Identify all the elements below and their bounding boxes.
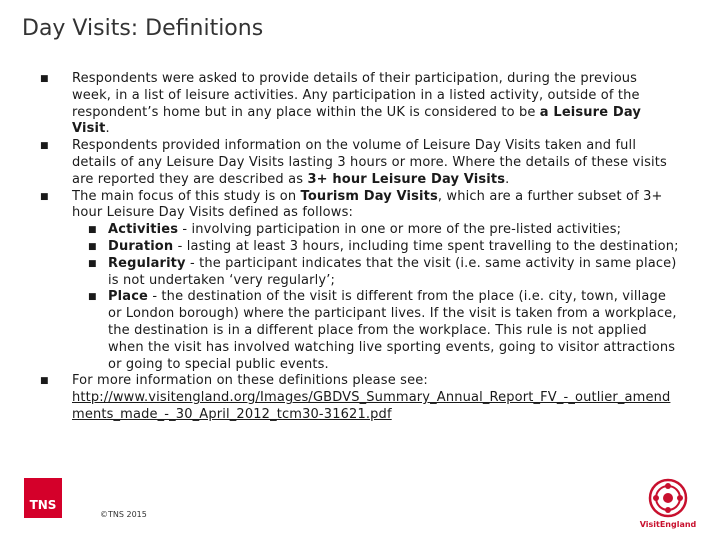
item-text: Respondents were asked to provide details of their participation, during the previous week, in a list of leisure activities. Any participation in a listed activity, outside of the respondent’s home but in any place within the UK is considered to be [72, 71, 640, 120]
item-text: , which are a further subset of 3+ hour Leisure Day Visits defined as follows: [72, 188, 663, 221]
item-bold: 3+ hour Leisure Day Visits [307, 171, 506, 187]
item-text: - involving participation in one or more of the pre-listed activities; [178, 222, 622, 238]
sub-list-item [40, 222, 680, 239]
list-item [40, 138, 680, 188]
sub-list-item [40, 239, 680, 256]
list-item [40, 373, 680, 423]
sub-list-item [40, 256, 680, 290]
definitions-list [40, 71, 680, 424]
sub-list-item [40, 289, 680, 373]
item-bold: Activities [108, 222, 179, 238]
bullet-icon: ■ [40, 376, 49, 387]
tudor-rose-icon [648, 478, 688, 518]
bullet-icon: ■ [40, 191, 49, 202]
item-bold: Regularity [108, 255, 186, 271]
visit-england-text: VisitEngland [639, 520, 697, 529]
item-bold: Place [108, 289, 149, 305]
copyright-text: ©TNS 2015 [100, 510, 147, 519]
bullet-icon: ■ [88, 292, 97, 303]
item-text: - the participant indicates that the visit (i.e. same activity in same place) is not undertaken ‘very regularly’; [108, 255, 677, 288]
bullet-icon: ■ [40, 141, 49, 152]
item-bold: Duration [108, 238, 174, 254]
item-text: . [105, 121, 110, 137]
visit-england-logo [628, 478, 708, 534]
bullet-icon: ■ [88, 225, 97, 236]
list-item [40, 189, 680, 223]
bullet-icon: ■ [88, 241, 97, 252]
item-text: The main focus of this study is on [72, 188, 301, 204]
page-title: Day Visits: Definitions [22, 16, 264, 41]
list-item [40, 71, 680, 138]
item-text: - the destination of the visit is different from the place (i.e. city, town, village or London borough) where the participant lives. If the visit is taken from a workplace, the destination is in a different place from the workplace. This rule is not applied when the visit has involved watching live sporting events, going to visitor attractions or going to special public events. [108, 289, 677, 372]
bullet-icon: ■ [88, 258, 97, 269]
bullet-icon: ■ [40, 74, 49, 84]
item-bold: Tourism Day Visits [300, 188, 438, 204]
item-bold: a Leisure Day Visit [72, 104, 641, 137]
item-text: For more information on these definitions please see: [72, 373, 428, 389]
item-text: Respondents provided information on the volume of Leisure Day Visits taken and full details of any Leisure Day Visits lasting 3 hours or more. Where the details of these visits are reported they are described as [72, 138, 667, 187]
tns-logo-text: TNS [29, 498, 57, 512]
report-link[interactable]: http://www.visitengland.org/Images/GBDVS_Summary_Annual_Report_FV_-_outlier_amendments_made_-_30_April_2012_tcm30-31621.pdf [72, 390, 671, 422]
tns-logo [24, 478, 62, 518]
item-text: - lasting at least 3 hours, including time spent travelling to the destination; [173, 238, 679, 254]
item-text: . [505, 171, 510, 187]
